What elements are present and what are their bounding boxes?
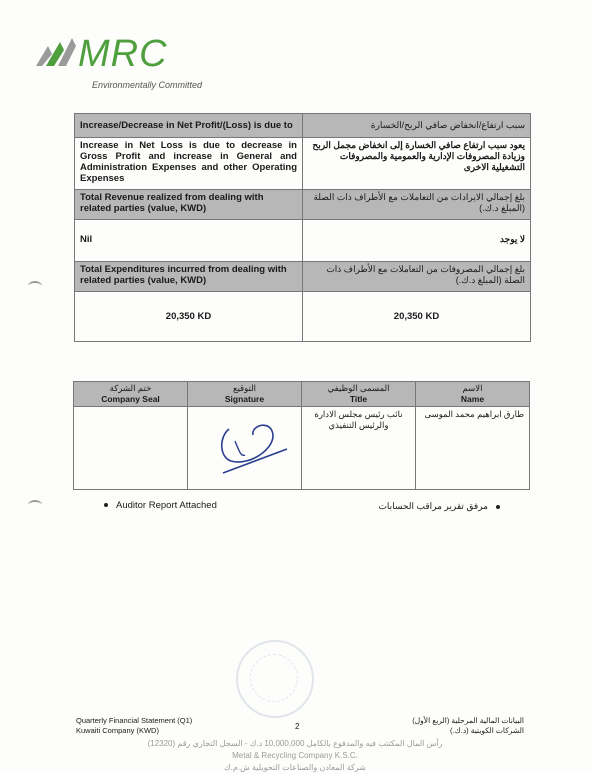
footer-right [412,716,524,736]
footer-left-line2: Kuwaiti Company (KWD) [76,726,159,735]
page-number: 2 [295,722,300,731]
reason-cell-en: Increase in Net Loss is due to decrease in Gross Profit and increase in General and Administration Expenses and other Operating Expenses [75,138,303,190]
name-header [416,382,530,407]
logo-tagline: Environmentally Committed [92,80,203,90]
seal-cell [74,407,188,490]
title-header [302,382,416,407]
attachment-text-en: Auditor Report Attached [116,500,217,511]
seal-header [74,382,188,407]
footer-right-line1: البيانات المالية المرحلية (الربع الأول) [412,716,524,725]
header-cell-ar: سبب ارتفاع/انخفاض صافي الربح/الخسارة [303,114,531,138]
expense-value-ar: 20,350 KD [303,292,531,342]
footer-company-en: Metal & Recycling Company K.S.C. [232,751,358,760]
signature-table [73,381,530,490]
name-header-ar: الاسم [462,383,483,393]
expense-label-en: Total Expenditures incurred from dealing with related parties (value, KWD) [75,262,303,292]
attachment-text-ar: مرفق تقرير مراقب الحسابات [378,501,488,511]
title-header-ar: المسمى الوظيفي [327,383,390,393]
revenue-value-en: Nil [75,220,303,262]
signature-header-en: Signature [224,394,265,404]
bullet-icon [496,505,500,509]
name-cell: طارق ابراهيم محمد الموسى [416,407,530,490]
handwritten-signature-icon [195,407,295,483]
footer-company-ar: شركة المعادن والصناعات التحويلية ش.م.ك [224,763,366,772]
reason-cell-ar: يعود سبب ارتفاع صافي الخسارة إلى انخفاض مجمل الربح وزيادة المصروفات الإدارية والعمومية والمصروفات التشغيلية الاخرى [303,138,531,190]
punch-hole-mark [28,500,42,510]
revenue-label-ar: بلغ إجمالي الايرادات من التعاملات مع الأطراف ذات الصلة (المبلغ د.ك.) [303,190,531,220]
revenue-label-en: Total Revenue realized from dealing with related parties (value, KWD) [75,190,303,220]
footer-left [76,716,192,736]
title-cell: نائب رئيس مجلس الادارة والرئيس التنفيذي [302,407,416,490]
letterhead-footer [110,738,480,774]
attachment-note-ar [378,501,508,512]
company-stamp-watermark [236,640,314,718]
bullet-icon [104,503,108,507]
title-header-en: Title [349,394,368,404]
seal-header-ar: ختم الشركة [109,383,152,393]
signature-header-ar: التوقيع [232,383,257,393]
footer-right-line2: الشركات الكويتية (د.ك.) [450,726,524,735]
company-logo [34,33,168,75]
footer-left-line1: Quarterly Financial Statement (Q1) [76,716,193,725]
seal-header-en: Company Seal [101,394,160,404]
punch-hole-mark [28,281,42,291]
logo-wordmark: MRC [78,33,168,75]
expense-label-ar: بلغ إجمالي المصروفات من التعاملات مع الأطراف ذات الصلة (المبلغ د.ك.) [303,262,531,292]
logo-mark-icon [34,34,78,68]
signature-cell [188,407,302,490]
name-header-en: Name [460,394,485,404]
signature-header [188,382,302,407]
attachment-note-en [96,500,217,511]
header-cell-en: Increase/Decrease in Net Profit/(Loss) is due to [75,114,303,138]
revenue-value-ar: لا يوجد [303,220,531,262]
related-parties-table [74,113,531,342]
footer-capital-line: رأس المال المكتتب فيه والمدفوع بالكامل 10,000,000 د.ك - السجل التجاري رقم (12320) [147,739,443,748]
expense-value-en: 20,350 KD [75,292,303,342]
